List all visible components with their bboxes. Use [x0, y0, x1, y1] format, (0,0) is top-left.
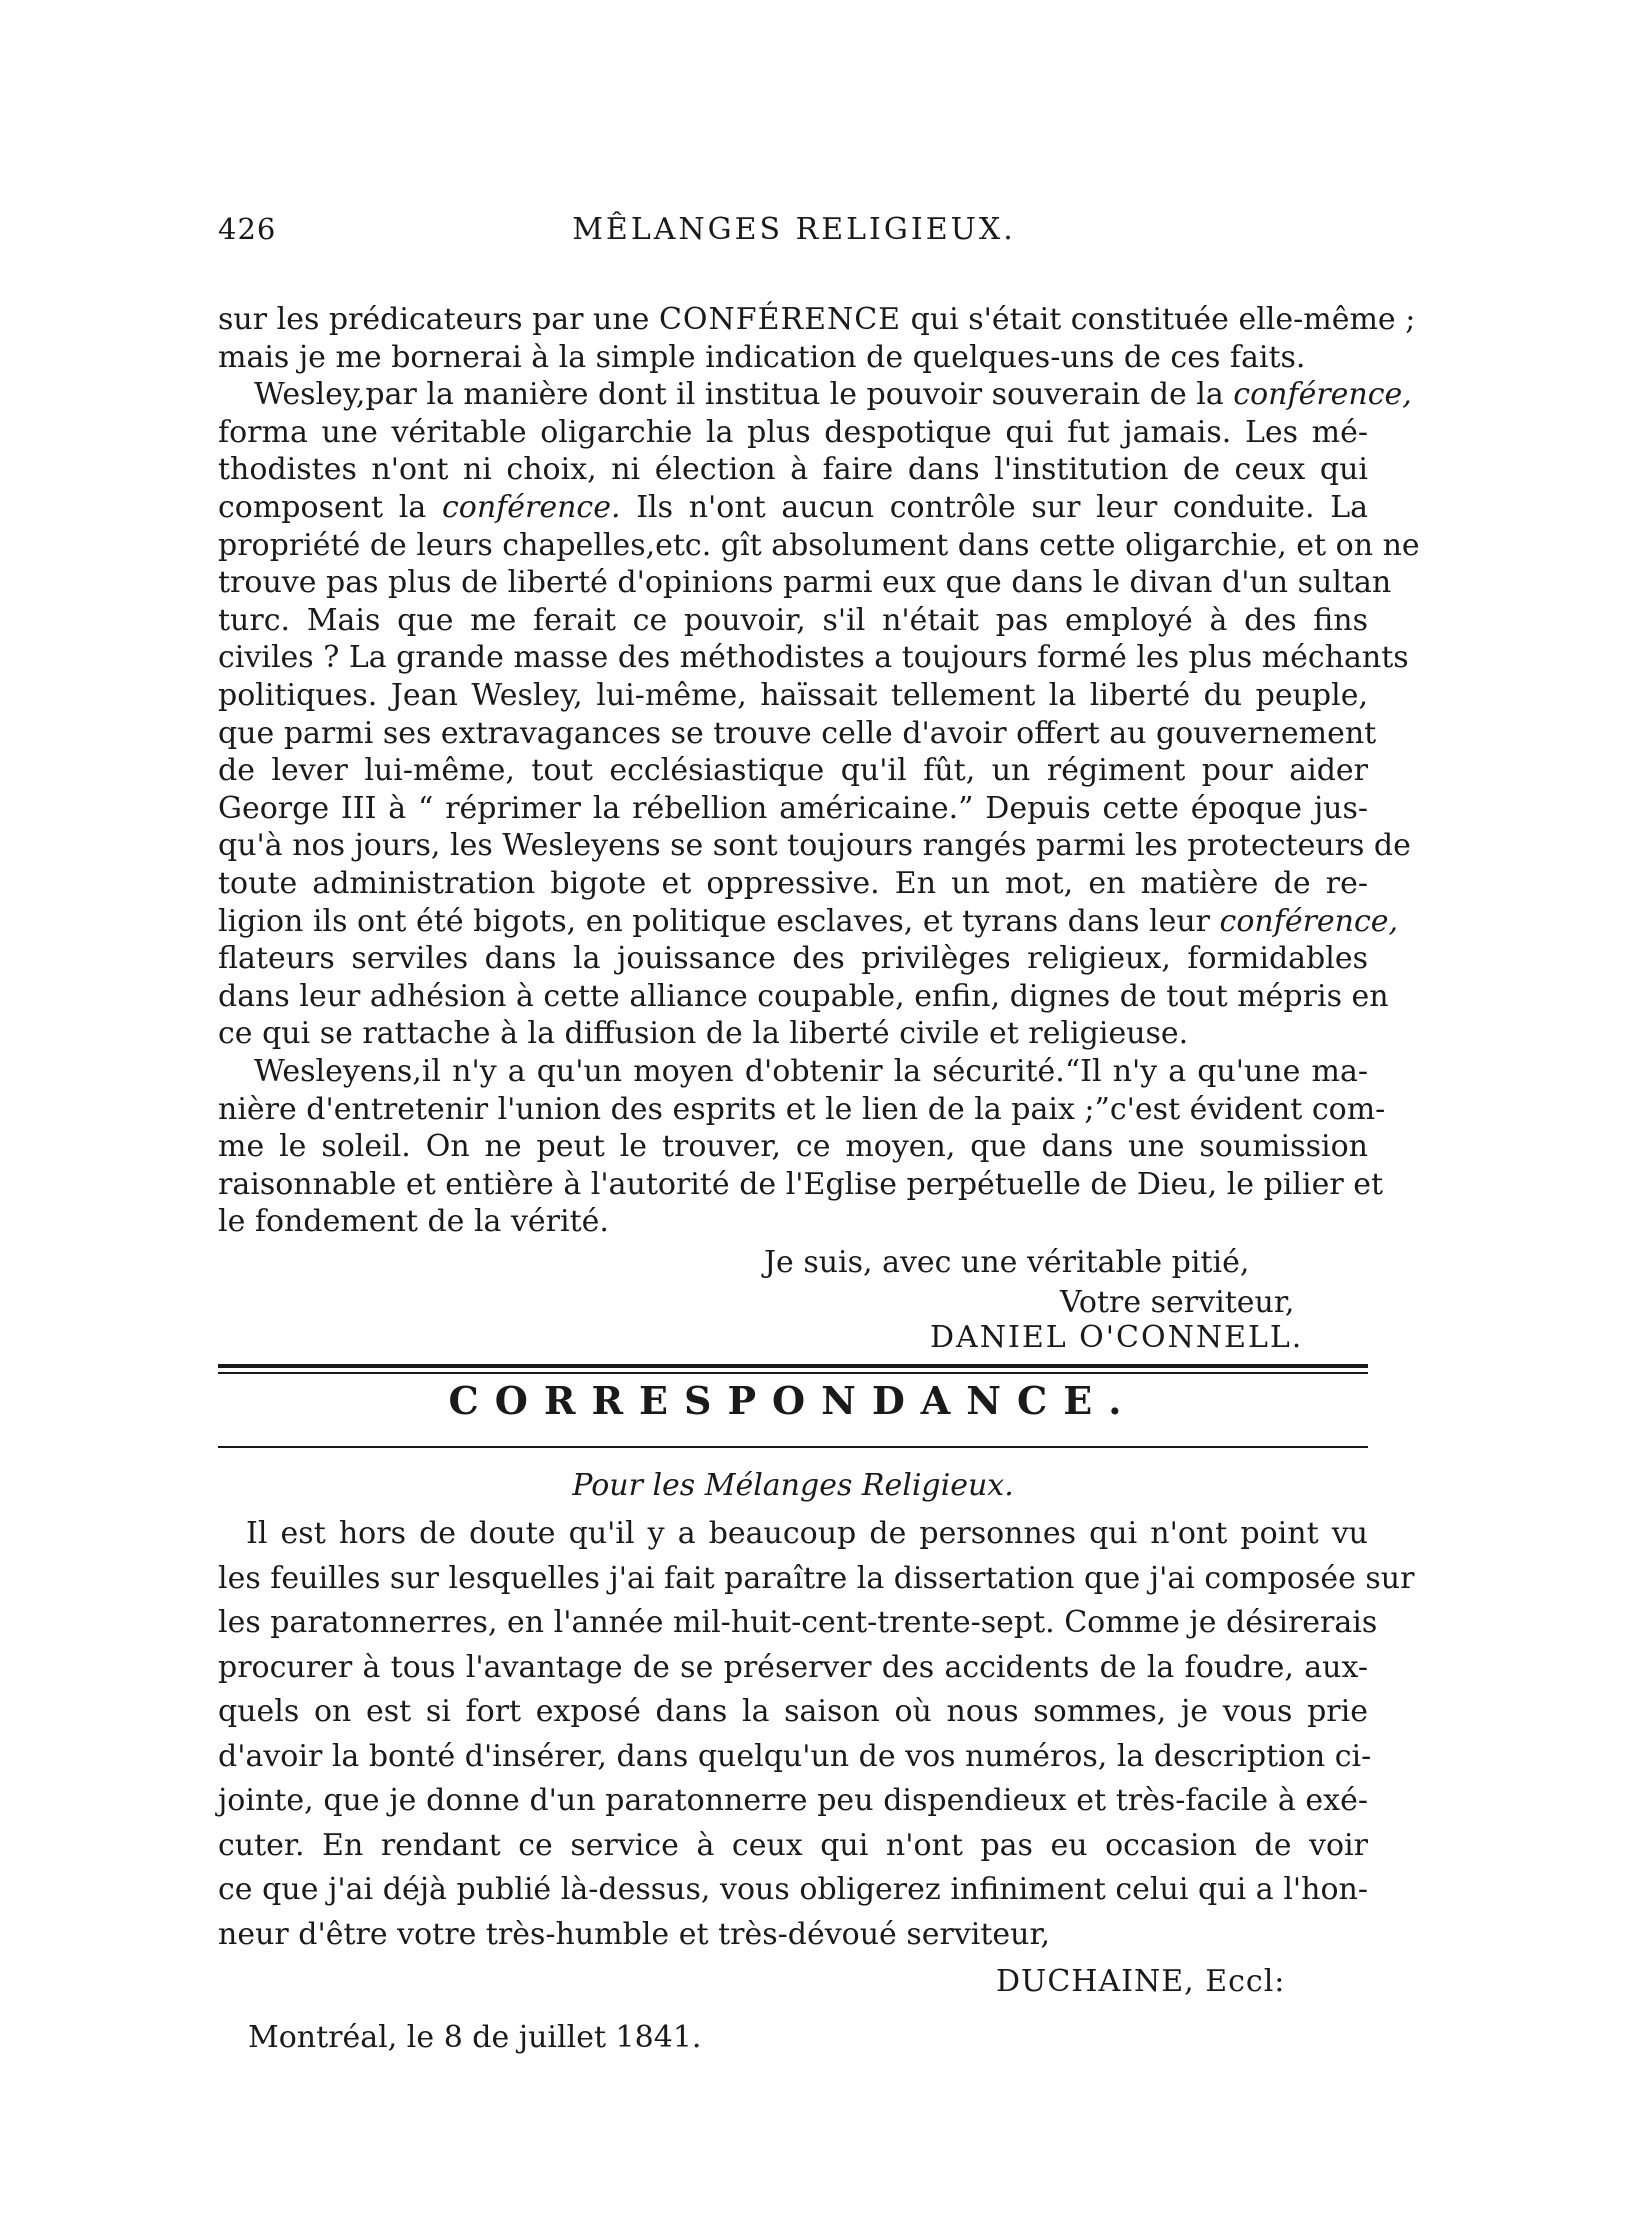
letter-signature: DANIEL O'CONNELL. — [930, 1320, 1304, 1355]
text-run: nière d'entretenir l'union des esprits et le lien de la paix ;”c'est évident com- — [218, 1091, 1386, 1127]
letter-line — [218, 1202, 1368, 1242]
text-run: composent la — [218, 490, 442, 525]
letter-line — [218, 751, 1368, 791]
correspondance-line: jointe, que je donne d'un paratonnerre peu dispendieux et très-facile à exé- — [218, 1783, 1368, 1818]
letter-line — [218, 563, 1392, 603]
letter-line — [218, 1127, 1368, 1167]
correspondance-line: neur d'être votre très-humble et très-dévoué serviteur, — [218, 1916, 1051, 1952]
correspondance-line: Il est hors de doute qu'il y a beaucoup de personnes qui n'ont point vu — [246, 1516, 1368, 1551]
text-run: flateurs serviles dans la jouissance des privilèges religieux, formidables — [218, 941, 1368, 977]
text-run: qu'à nos jours, les Wesleyens se sont toujours rangés parmi les protecteurs de — [218, 828, 1411, 864]
place-date: Montréal, le 8 de juillet 1841. — [248, 2020, 702, 2055]
text-run: sur les prédicateurs par une — [218, 302, 659, 337]
section-rule-top-thin — [218, 1372, 1368, 1374]
letter-line — [218, 902, 1399, 942]
closing-line-1: Je suis, avec une véritable pitié, — [764, 1245, 1250, 1280]
text-run: thodistes n'ont ni choix, ni élection à faire dans l'institution de ceux qui — [218, 452, 1368, 488]
running-title: MÊLANGES RELIGIEUX. — [572, 212, 1016, 247]
letter-line — [218, 676, 1368, 716]
correspondance-line: d'avoir la bonté d'insérer, dans quelqu'un de vos numéros, la description ci- — [218, 1738, 1372, 1774]
closing-line-2: Votre serviteur, — [1060, 1285, 1295, 1320]
section-rule-top — [218, 1364, 1368, 1368]
letter-line — [218, 300, 1416, 340]
correspondance-line: cuter. En rendant ce service à ceux qui n'ont pas eu occasion de voir — [218, 1827, 1368, 1863]
letter-line — [218, 638, 1409, 678]
text-run: le fondement de la vérité. — [218, 1204, 609, 1240]
text-run: que parmi ses extravagances se trouve celle d'avoir offert au gouvernement — [218, 715, 1377, 751]
letter-line — [254, 1052, 1368, 1092]
letter-line — [218, 714, 1377, 754]
letter-line — [218, 977, 1389, 1017]
letter-body — [218, 300, 1420, 1240]
letter-line — [218, 488, 1368, 528]
letter-line — [218, 601, 1368, 641]
section-rule-bottom — [218, 1446, 1368, 1448]
italic-text: conférence, — [1233, 377, 1412, 413]
letter-line — [218, 939, 1368, 979]
text-run: turc. Mais que me ferait ce pouvoir, s'il n'était pas employé à des fins — [218, 602, 1368, 638]
running-head — [218, 212, 1370, 262]
letter-line — [218, 450, 1368, 490]
text-run: forma une véritable oligarchie la plus despotique qui fut jamais. Les mé- — [218, 414, 1368, 450]
text-run: Wesleyens,il n'y a qu'un moyen d'obtenir la sécurité.“Il n'y a qu'une ma- — [254, 1054, 1368, 1089]
correspondance-signature: DUCHAINE, Eccl: — [996, 1964, 1286, 1999]
text-run: Wesley,par la manière dont il institua le pouvoir souverain de la — [254, 377, 1234, 413]
text-run: ce qui se rattache à la diffusion de la liberté civile et religieuse. — [218, 1016, 1189, 1052]
text-run: raisonnable et entière à l'autorité de l'Eglise perpétuelle de Dieu, le pilier et — [218, 1166, 1384, 1202]
text-run: Ils n'ont aucun contrôle sur leur conduite. La — [620, 490, 1368, 525]
text-run: mais je me bornerai à la simple indication de quelques-uns de ces faits. — [218, 339, 1306, 375]
italic-text: conférence, — [1219, 903, 1399, 939]
correspondance-line: les feuilles sur lesquelles j'ai fait paraître la dissertation que j'ai composée sur — [218, 1560, 1415, 1596]
correspondance-line: quels on est si fort exposé dans la saison où nous sommes, je vous prie — [218, 1694, 1368, 1729]
section-heading: CORRESPONDANCE. — [448, 1378, 1138, 1423]
letter-line — [218, 413, 1368, 453]
correspondance-subheading: Pour les Mélanges Religieux. — [572, 1468, 1014, 1503]
text-run: dans leur adhésion à cette alliance coupable, enfin, dignes de tout mépris en — [218, 978, 1389, 1014]
text-run: civiles ? La grande masse des méthodistes a toujours formé les plus méchants — [218, 640, 1409, 676]
correspondance-line: les paratonnerres, en l'année mil-huit-cent-trente-sept. Comme je désirerais — [218, 1605, 1378, 1640]
text-run: politiques. Jean Wesley, lui-même, haïssait tellement la liberté du peuple, — [218, 678, 1368, 713]
text-run: toute administration bigote et oppressive. En un mot, en matière de re- — [218, 866, 1368, 901]
page-number: 426 — [218, 212, 277, 246]
text-run: George III à “ réprimer la rébellion américaine.” Depuis cette époque jus- — [218, 790, 1368, 826]
letter-line — [218, 864, 1368, 904]
correspondance-line: procurer à tous l'avantage de se préserver des accidents de la foudre, aux- — [218, 1649, 1368, 1685]
letter-line — [218, 338, 1368, 378]
text-run: me le soleil. On ne peut le trouver, ce moyen, que dans une soumission — [218, 1129, 1368, 1165]
correspondance-body — [218, 1512, 1415, 1962]
italic-text: conférence. — [441, 490, 621, 525]
letter-line — [218, 826, 1411, 866]
letter-line — [218, 1014, 1368, 1054]
text-run: trouve pas plus de liberté d'opinions parmi eux que dans le divan d'un sultan — [218, 565, 1392, 601]
correspondance-line: ce que j'ai déjà publié là-dessus, vous obligerez infiniment celui qui a l'hon- — [218, 1872, 1368, 1907]
letter-line — [218, 526, 1420, 566]
text-run: propriété de leurs chapelles,etc. gît absolument dans cette oligarchie, et on ne — [218, 527, 1420, 563]
letter-line — [218, 789, 1368, 829]
letter-line — [254, 375, 1412, 415]
text-run: ligion ils ont été bigots, en politique esclaves, et tyrans dans leur — [218, 903, 1220, 939]
letter-line — [218, 1090, 1386, 1130]
letter-line — [218, 1165, 1384, 1205]
text-run: qui s'était constituée elle-même ; — [901, 302, 1416, 337]
small-caps-text: CONFÉRENCE — [658, 302, 902, 337]
text-run: de lever lui-même, tout ecclésiastique qu'il fût, un régiment pour aider — [218, 753, 1368, 789]
